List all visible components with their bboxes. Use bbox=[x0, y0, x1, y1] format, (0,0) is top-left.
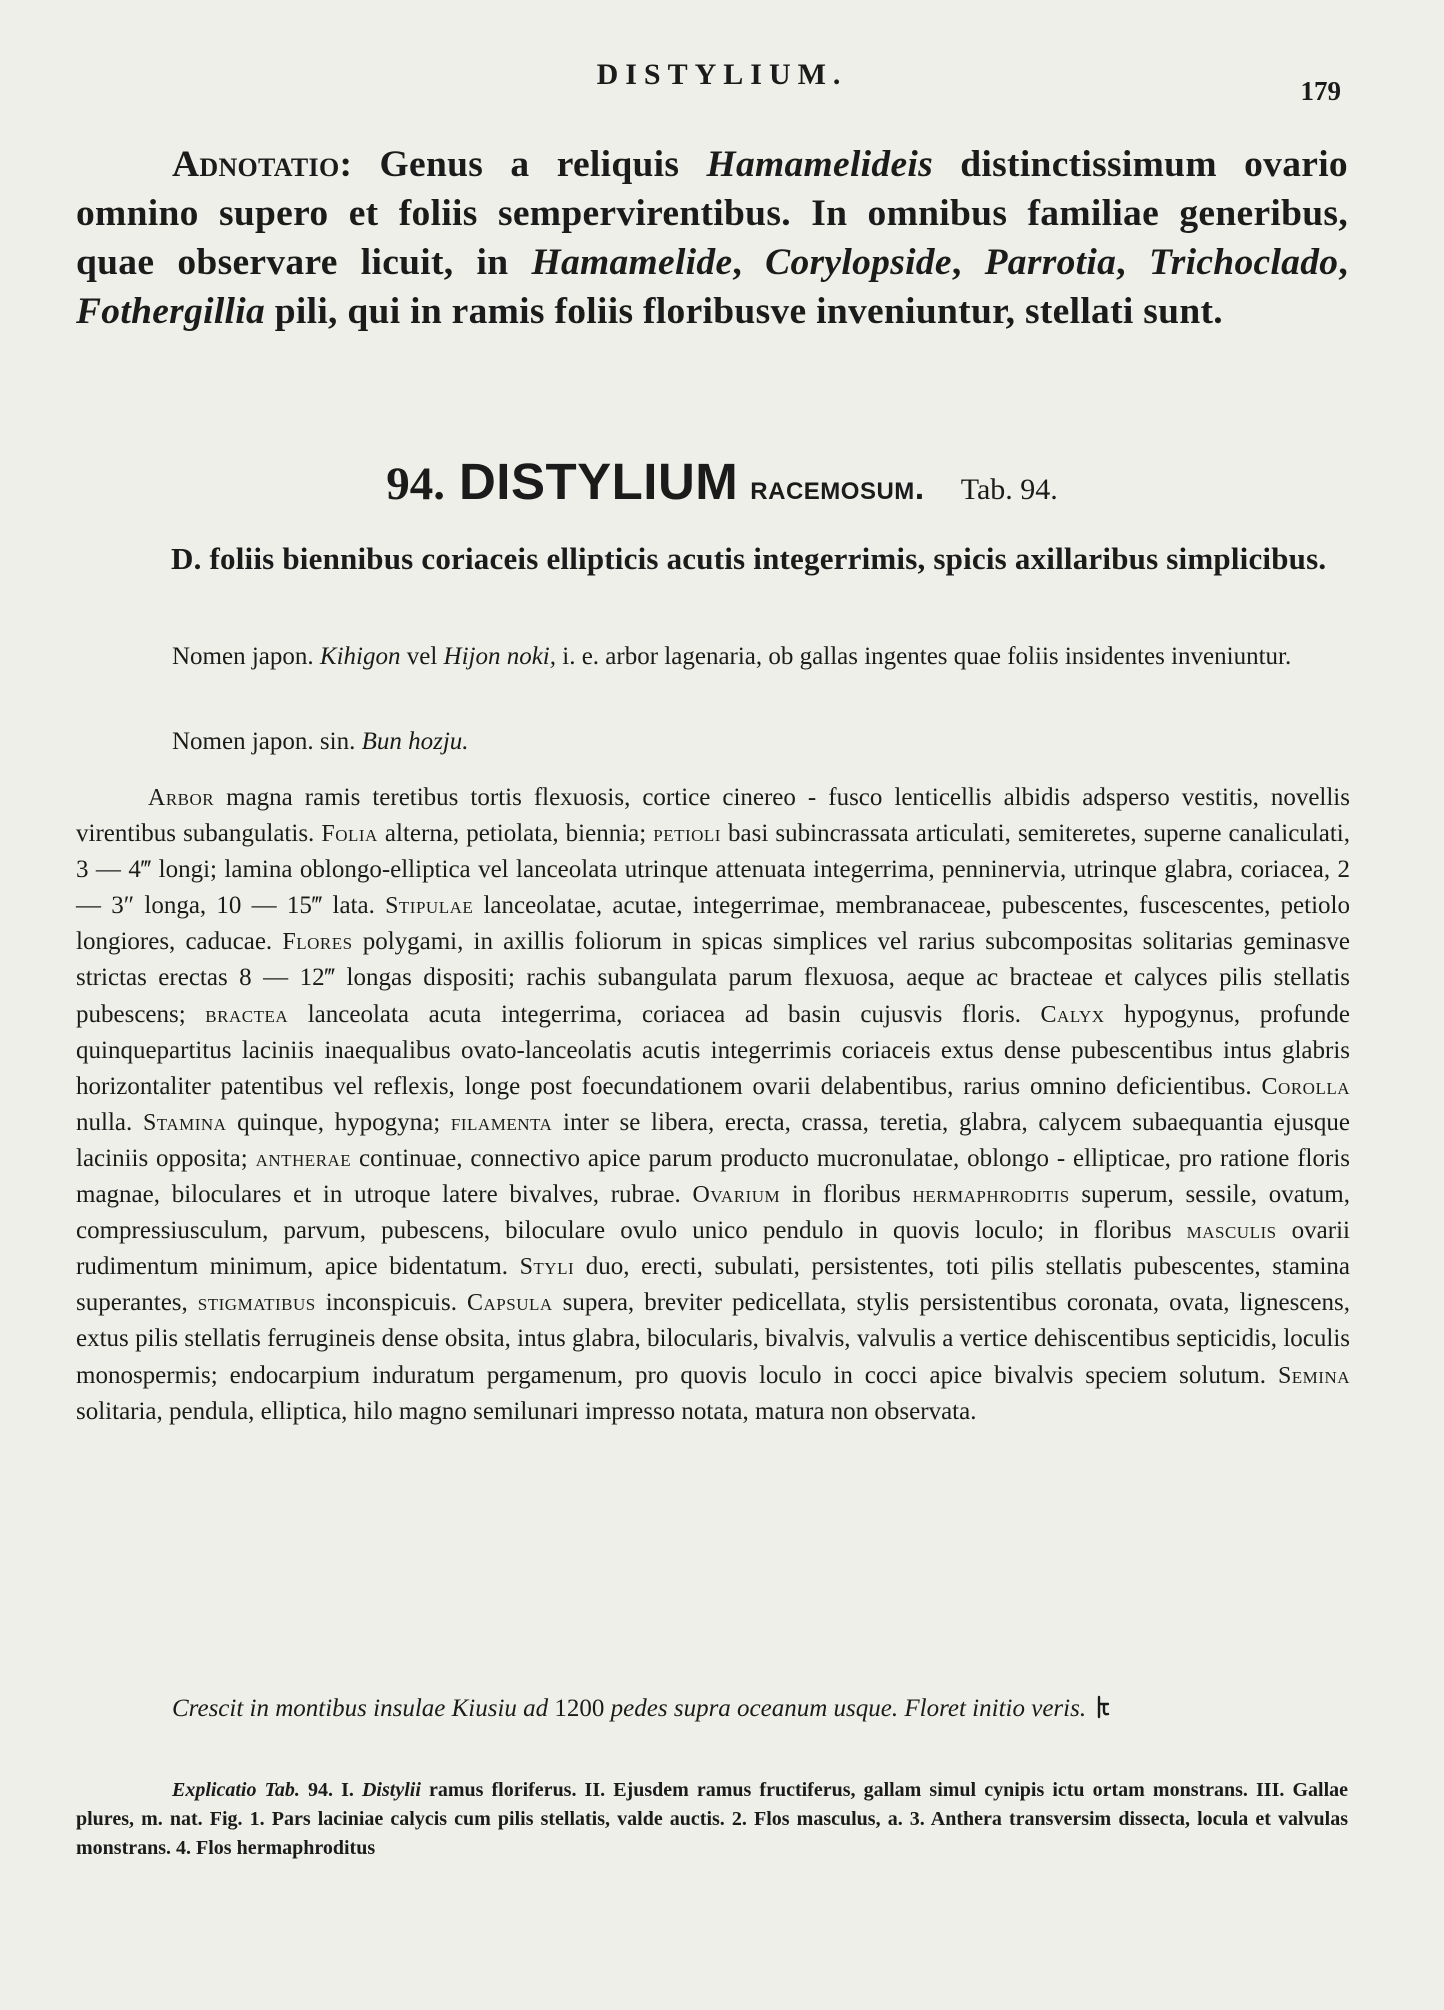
species-diagnosis: D. foliis biennibus coriaceis ellipticis acutis integerrimis, spicis axillaribus simplicibus. bbox=[171, 541, 1327, 576]
description-text: alterna, petiolata, biennia; bbox=[377, 820, 654, 848]
description-text: polygami, in axillis foliorum in spicas simplices vel rarius subcompositas solitarias geminasve strictas erectas 8 — 12‴ longas dispositi; rachis subangulata parum flexuosa, aeque ac bracteae et calyces pilis stellatis pubescens; bbox=[76, 928, 1350, 1028]
shrub-symbol-icon bbox=[1094, 1695, 1110, 1719]
species-genus: DISTYLIUM bbox=[458, 453, 739, 510]
adnotatio-text: , bbox=[951, 242, 985, 283]
habitat-note bbox=[76, 1690, 1348, 1728]
japanese-name: Kihigon bbox=[319, 643, 401, 670]
adnotatio-text: , bbox=[732, 242, 766, 283]
description-text: supera, breviter pedicellata, stylis persistentibus coronata, ovata, lignescens, extus pilis stellatis ferrugineis dense obsita, intus glabra, bilocularis, bivalvis, valvulis a vertice dehiscentibus septicidis, loculis monospermis; endocarpium induratum pergamenum, pro quovis loculo in cocci apice bivalvis speciem solutum. bbox=[76, 1289, 1350, 1389]
description-text: superum, sessile, ovatum, compressiusculum, parvum, pubescens, biloculare ovulo unico pendulo in quovis loculo; in floribus bbox=[76, 1181, 1350, 1245]
description-text: basi subincrassata articulati, semiteretes, superne canaliculati, 3 — 4‴ longi; lamina oblongo-elliptica vel lanceolata utrinque attenuata integerrima, penninervia, utrinque glabra, coriacea, 2 — 3″ longa, 10 — 15‴ lata. bbox=[76, 820, 1351, 920]
term-filamenta: filamenta bbox=[450, 1109, 553, 1136]
adnotatio-text: , bbox=[1338, 242, 1349, 283]
species-number: 94. bbox=[386, 458, 445, 510]
description-text: continuae, connectivo apice parum producto mucronulatae, oblongo - ellipticae, pro ratione floris magnae, biloculares et in utroque latere bivalves, rubrae. bbox=[76, 1144, 1350, 1209]
description-text: in floribus bbox=[780, 1181, 913, 1209]
term-hermaphroditis: hermaphroditis bbox=[912, 1182, 1070, 1209]
running-head: DISTYLIUM. bbox=[596, 58, 848, 91]
nomen-label: Nomen japon. sin. bbox=[172, 728, 356, 755]
term-semina: Semina bbox=[1277, 1362, 1350, 1389]
genus-name: Hamamelide bbox=[531, 242, 733, 283]
nomen-label: Nomen japon. bbox=[172, 643, 314, 670]
term-capsula: Capsula bbox=[467, 1290, 553, 1317]
term-bractea: bractea bbox=[205, 1001, 289, 1028]
genus-name: Distylii bbox=[361, 1779, 421, 1801]
term-masculis: masculis bbox=[1186, 1218, 1277, 1245]
term-styli: Styli bbox=[519, 1254, 575, 1281]
explicatio-text: 94. I. bbox=[299, 1779, 362, 1801]
term-ovarium: Ovarium bbox=[692, 1182, 781, 1209]
term-petioli: petioli bbox=[653, 821, 721, 848]
description-text: lanceolatae, acutae, integerrimae, membranaceae, pubescentes, fuscescentes, petiolo longiores, caducae. bbox=[76, 892, 1350, 956]
term-stamina: Stamina bbox=[142, 1109, 227, 1136]
species-heading bbox=[0, 452, 1444, 511]
plate-explanation bbox=[76, 1776, 1348, 1863]
elevation-value: 1200 bbox=[554, 1695, 605, 1722]
description-text: magna ramis teretibus tortis flexuosis, cortice cinereo - fusco lenticellis albidis adsperso vestitis, novellis virentibus subangulatis. bbox=[76, 784, 1350, 848]
term-folia: Folia bbox=[321, 821, 378, 848]
adnotatio-text: Genus a reliquis bbox=[379, 144, 707, 185]
nomen-japonicum-sinicum bbox=[172, 725, 1348, 759]
term-arbor: Arbor bbox=[148, 785, 215, 811]
description-text: nulla. bbox=[76, 1108, 143, 1136]
description-text: solitaria, pendula, elliptica, hilo magno semilunari impresso notata, matura non observata. bbox=[76, 1397, 977, 1425]
explicatio-text: ramus floriferus. II. Ejusdem ramus fructiferus, gallam simul cynipis ictu ortam monstrans. III. Gallae plures, m. nat. Fig. 1. Pars laciniae calycis cum pilis stellatis, valde auctis. 2. Flos masculus, a. 3. Anthera transversim dissecta, locula et valvulas monstrans. 4. Flos hermaphroditus bbox=[76, 1779, 1348, 1859]
description-text: lanceolata acuta integerrima, coriacea ad basin cujusvis floris. bbox=[288, 1000, 1041, 1028]
genus-name: Fothergillia bbox=[76, 291, 266, 332]
term-stipulae: Stipulae bbox=[385, 893, 474, 920]
plate-reference: Tab. 94. bbox=[960, 473, 1058, 506]
description-text: inter se libera, erecta, crassa, teretia, glabra, calycem subaequantia ejusque laciniis opposita; bbox=[76, 1108, 1350, 1172]
habitat-text: pedes supra oceanum usque. Floret initio veris. bbox=[604, 1695, 1087, 1722]
page-number: 179 bbox=[1300, 76, 1341, 106]
explicatio-label: Explicatio Tab. bbox=[172, 1779, 300, 1801]
description-text: hypogynus, profunde quinquepartitus laciniis inaequalibus ovato-lanceolatis acutis integerrimis coriaceis extus dense pubescentibus intus glabris horizontaliter patentibus vel reflexis, longe post foecundationem ovarii delabentibus, rarius omnino deficientibus. bbox=[76, 1000, 1350, 1100]
term-calyx: Calyx bbox=[1040, 1001, 1105, 1028]
genus-name: Parrotia bbox=[984, 242, 1117, 283]
genus-name: Corylopside bbox=[765, 242, 952, 283]
genus-name: Trichoclado bbox=[1148, 242, 1339, 283]
term-corolla: Corolla bbox=[1261, 1073, 1350, 1100]
description-text: inconspicuis. bbox=[315, 1289, 467, 1317]
genus-name: Hamamelideis bbox=[706, 144, 934, 185]
term-antherae: antherae bbox=[255, 1145, 352, 1172]
nomen-gloss: i. e. arbor lagenaria, ob gallas ingentes quae foliis insidentes inveniuntur. bbox=[562, 643, 1292, 670]
adnotatio-label: Adnotatio: bbox=[172, 144, 353, 185]
habitat-text: Crescit in montibus insulae Kiusiu ad bbox=[172, 1695, 555, 1722]
description-text: ovarii rudimentum minimum, apice bidentatum. bbox=[76, 1217, 1350, 1281]
nomen-connector: vel bbox=[406, 643, 438, 670]
description-text: quinque, hypogyna; bbox=[226, 1108, 451, 1136]
adnotatio-text: distinctissimum ovario omnino supero et foliis sempervirentibus. In omnibus familiae generibus, quae observare licuit, in bbox=[76, 144, 1348, 283]
term-stigmatibus: stigmatibus bbox=[197, 1290, 316, 1317]
term-flores: Flores bbox=[282, 929, 353, 956]
adnotatio-text: , bbox=[1116, 242, 1149, 283]
species-epithet: racemosum. bbox=[750, 469, 925, 507]
nomen-japonicum bbox=[172, 640, 1444, 674]
adnotatio-text: pili, qui in ramis foliis floribusve inveniuntur, stellati sunt. bbox=[265, 291, 1223, 332]
sino-japanese-name: Bun hozju. bbox=[361, 728, 469, 755]
japanese-name: Hijon noki, bbox=[443, 643, 557, 670]
adnotatio-paragraph bbox=[76, 140, 1348, 336]
species-description bbox=[76, 780, 1350, 1430]
description-text: duo, erecti, subulati, persistentes, toti pilis stellatis pubescentes, stamina superantes, bbox=[76, 1253, 1350, 1317]
